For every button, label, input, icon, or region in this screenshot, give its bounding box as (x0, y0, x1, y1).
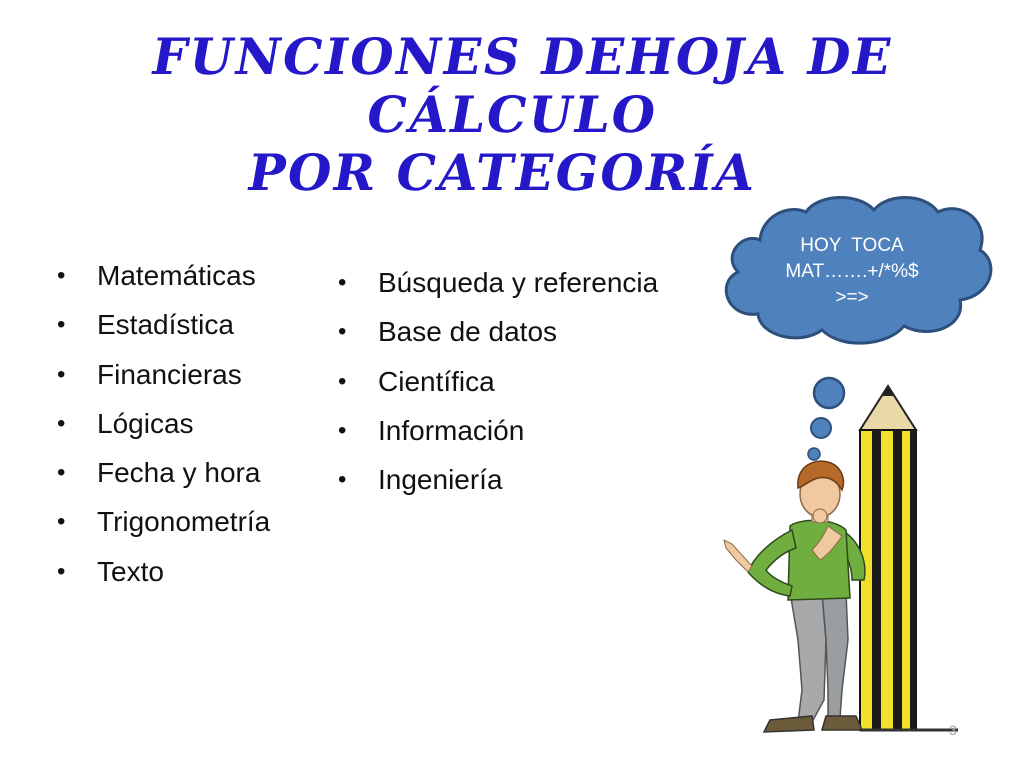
list-item: • Base de datos (338, 307, 658, 356)
list-item: • Lógicas (57, 399, 270, 448)
title-line-2: POR CATEGORÍA (243, 143, 761, 202)
list-item: • Financieras (57, 350, 270, 399)
page-number: 3 (949, 722, 957, 738)
list-item: • Fecha y hora (57, 448, 270, 497)
list-item: • Científica (338, 357, 658, 406)
title-line-1: FUNCIONES DEHOJA DE CÁLCULO (146, 27, 898, 144)
list-item: • Ingeniería (338, 455, 658, 504)
thought-bubble-line-3: >=> (835, 287, 869, 308)
list-item: • Información (338, 406, 658, 455)
list-item: • Búsqueda y referencia (338, 258, 658, 307)
category-list-left (57, 251, 270, 596)
student-figure-icon (724, 461, 865, 732)
list-item: • Estadística (57, 300, 270, 349)
slide-title (45, 28, 980, 202)
list-item: • Matemáticas (57, 251, 270, 300)
thought-bubble-text (752, 233, 952, 311)
list-item: • Trigonometría (57, 497, 270, 546)
thought-bubble-line-1: HOY TOCA (800, 235, 904, 256)
pencil-icon (860, 386, 958, 730)
list-item: • Texto (57, 547, 270, 596)
thought-bubble-line-2: MAT…….+/*%$ (785, 261, 919, 282)
category-list-right (338, 258, 658, 504)
